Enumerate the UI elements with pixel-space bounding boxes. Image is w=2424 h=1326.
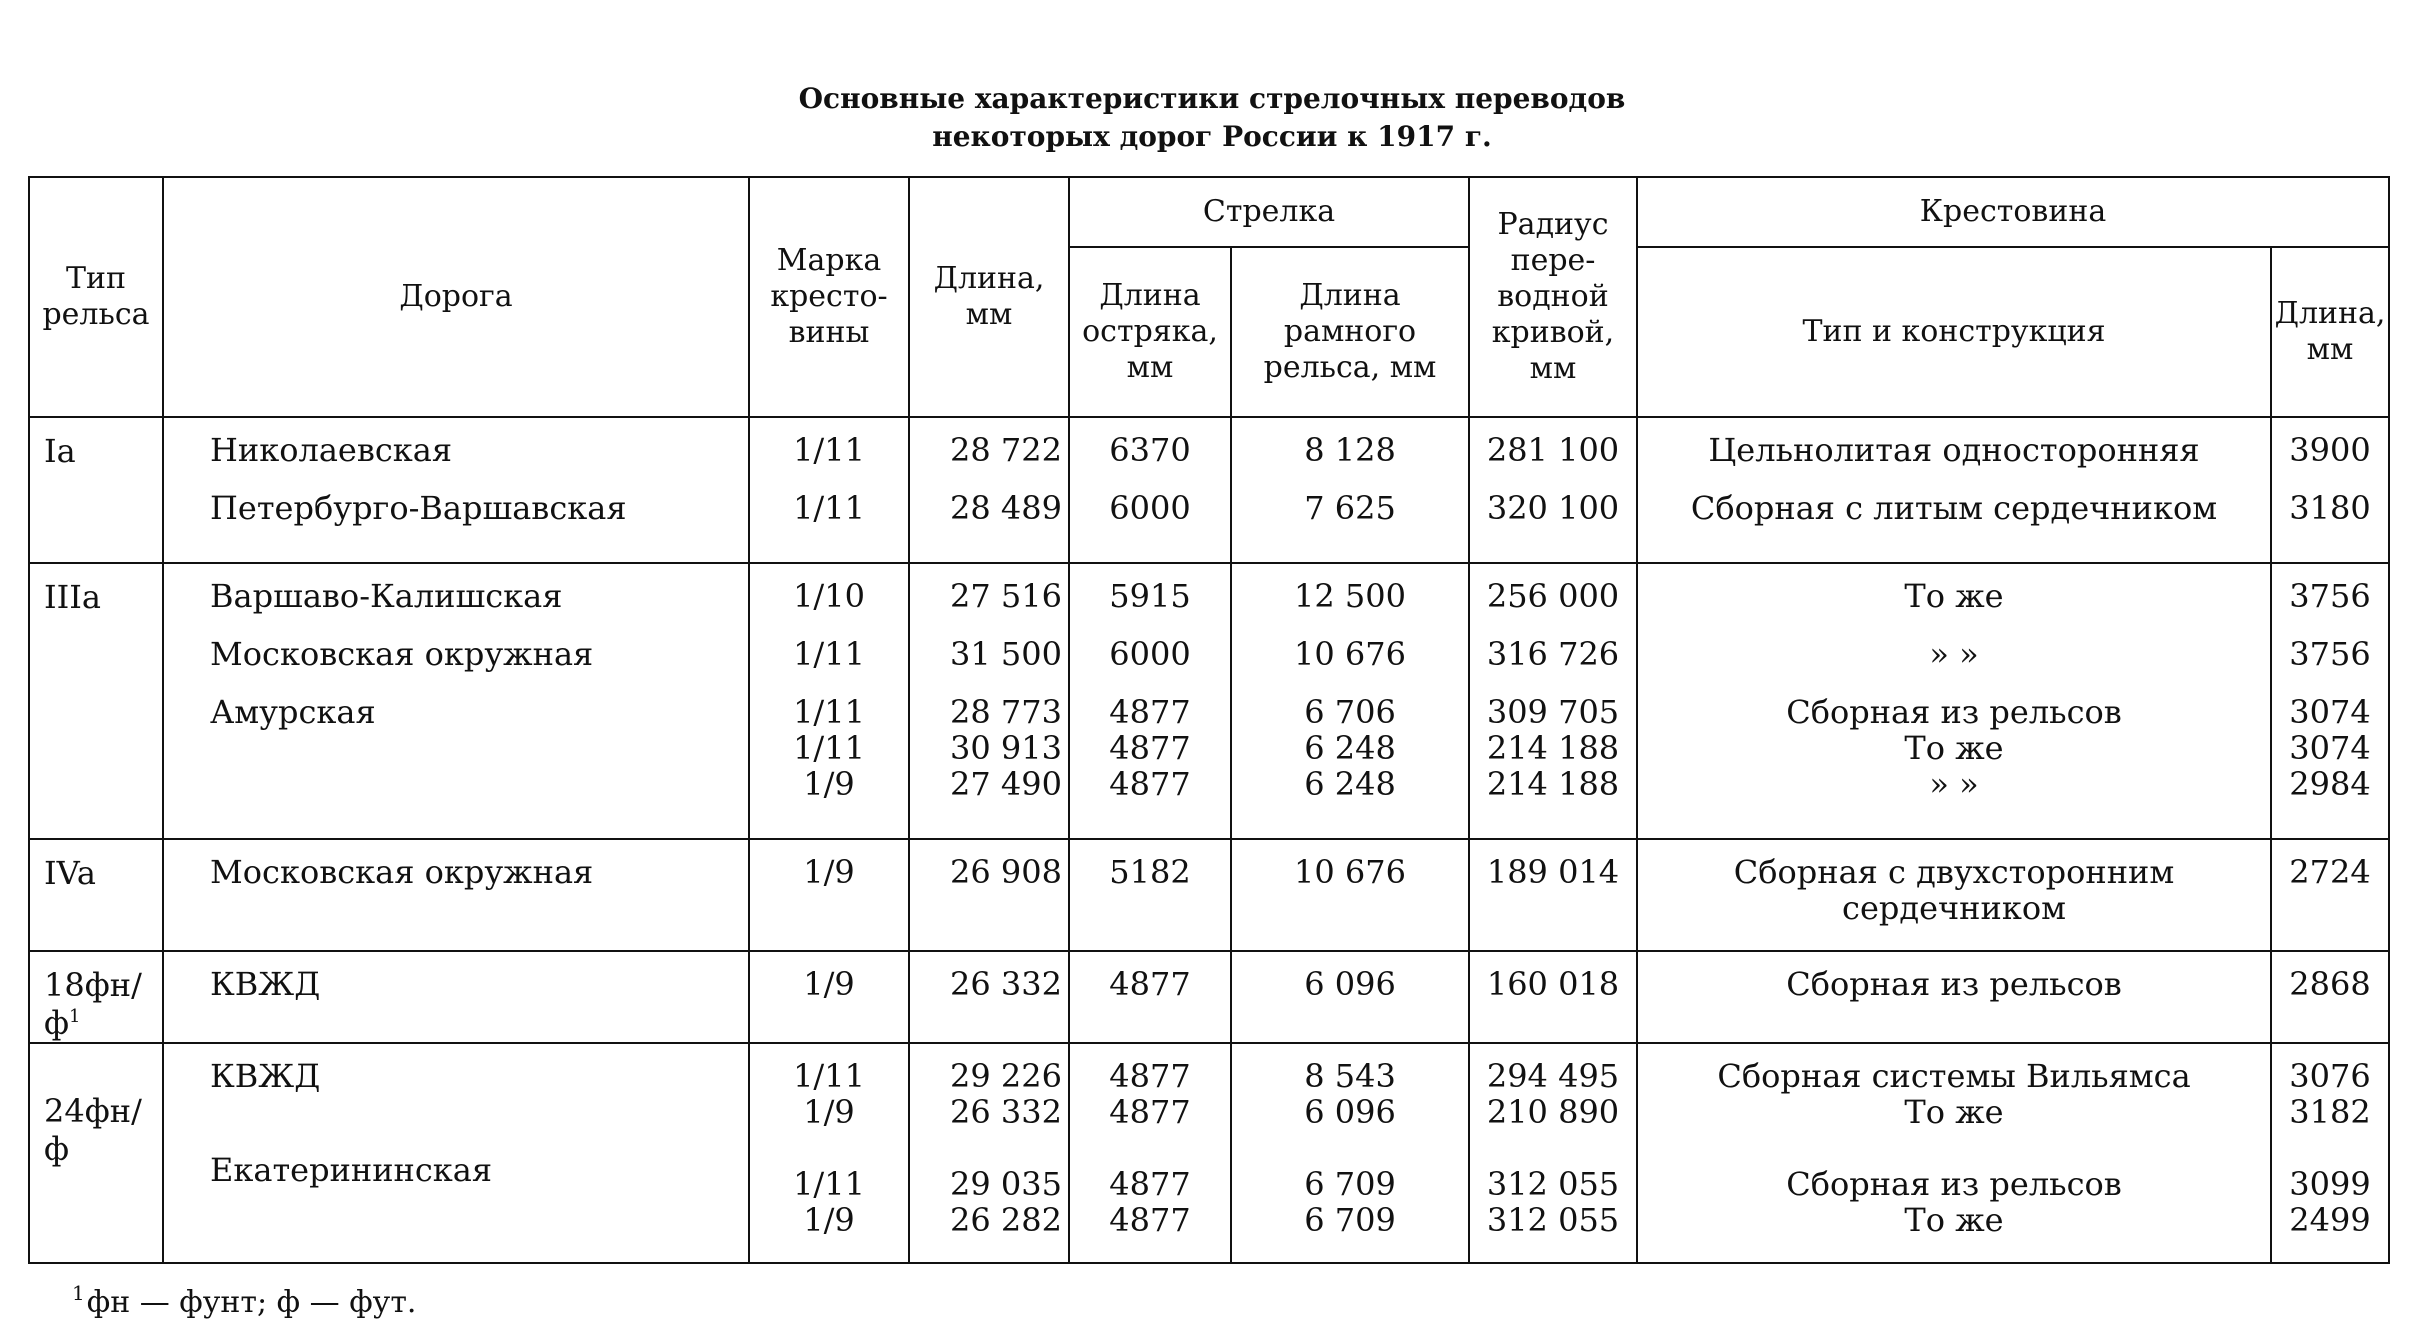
cell-length [909,417,1069,563]
frog-mark-value: 1/11 [793,1057,865,1095]
radius-value [1470,614,1636,636]
cell-frog-mark [749,1043,909,1263]
title-line-2: некоторых дорог России к 1917 г. [932,120,1492,153]
road-value: Петербурго-Варшавская [210,489,627,527]
footnote-text: фн — фунт; ф — фут. [86,1285,417,1320]
blade-length-value: 5182 [1109,853,1191,891]
rail-type-label: Ia [44,432,76,470]
cell-frog-length [2271,1043,2389,1263]
cell-frog-length [2271,839,2389,951]
frog-length-value [2272,1130,2388,1166]
frog-mark-value [750,672,908,694]
cell-frog-type [1637,1043,2271,1263]
frog-length-value: 3074 [2289,729,2371,767]
radius-value: 281 100 [1486,431,1620,469]
header-blade-length: Длина остряка, мм [1069,247,1231,417]
header-length: Длина, мм [909,177,1069,417]
radius-value: 214 188 [1486,765,1620,803]
road-value: КВЖД [210,965,321,1003]
table-row [29,563,2389,839]
footnote-mark: 1 [72,1281,85,1305]
length-value: 29 226 [950,1057,1062,1095]
frog-length-value: 3756 [2289,577,2371,615]
road-value: Амурская [210,693,376,731]
header-switch-group: Стрелка [1069,177,1469,247]
cell-length [909,839,1069,951]
stock-rail-length-value [1232,1130,1468,1166]
stock-rail-length-value: 6 706 [1304,693,1396,731]
header-frog-mark: Марка кресто-вины [749,177,909,417]
blade-length-value: 4877 [1109,965,1191,1003]
cell-road [163,417,749,563]
cell-stock-rail-length [1231,417,1469,563]
length-value [910,614,1062,636]
frog-type-value: Сборная системы Вильямса [1717,1057,2191,1095]
switch-characteristics-table [28,176,2390,1264]
road-value [210,730,748,752]
frog-length-value [2272,890,2388,912]
frog-mark-value [750,890,908,912]
cell-frog-mark [749,417,909,563]
radius-value: 312 055 [1486,1201,1620,1239]
length-value: 27 516 [950,577,1062,615]
frog-mark-value [750,614,908,636]
cell-length [909,1043,1069,1263]
frog-mark-value: 1/9 [803,853,855,891]
frog-length-value [2272,672,2388,694]
stock-rail-length-value: 6 709 [1304,1201,1396,1239]
length-value: 31 500 [950,635,1062,673]
blade-length-value: 4877 [1109,1057,1191,1095]
radius-value: 309 705 [1486,693,1620,731]
cell-stock-rail-length [1231,839,1469,951]
frog-mark-value: 1/9 [803,1201,855,1239]
header-frog-length: Длина, мм [2271,247,2389,417]
cell-frog-mark [749,839,909,951]
frog-length-value: 3074 [2289,693,2371,731]
frog-mark-value: 1/10 [793,577,865,615]
frog-mark-value: 1/11 [793,729,865,767]
cell-rail-type [29,563,163,839]
length-value: 30 913 [950,729,1062,767]
radius-value: 160 018 [1486,965,1620,1003]
stock-rail-length-value: 6 709 [1304,1165,1396,1203]
road-value: КВЖД [210,1057,321,1095]
header-frog-type: Тип и конструкция [1637,247,2271,417]
road-value: Московская окружная [210,635,594,673]
cell-road [163,951,749,1043]
road-value: Николаевская [210,431,453,469]
blade-length-value [1070,468,1230,490]
cell-blade-length [1069,839,1231,951]
frog-length-value: 2984 [2289,765,2371,803]
blade-length-value [1070,890,1230,912]
cell-length [909,951,1069,1043]
rail-type-label: IVa [44,854,96,892]
frog-length-value: 3900 [2289,431,2371,469]
frog-type-value [1638,1130,2270,1166]
blade-length-value: 6000 [1109,489,1191,527]
blade-length-value: 4877 [1109,693,1191,731]
stock-rail-length-value [1232,614,1468,636]
radius-value: 210 890 [1486,1093,1620,1131]
cell-frog-length [2271,417,2389,563]
cell-frog-type [1637,839,2271,951]
cell-stock-rail-length [1231,563,1469,839]
frog-type-value: Цельнолитая односторонняя [1708,431,2200,469]
radius-value: 312 055 [1486,1165,1620,1203]
frog-type-value: » » [1929,635,1979,673]
cell-blade-length [1069,417,1231,563]
road-value: Екатерининская [210,1151,493,1189]
radius-value: 256 000 [1486,577,1620,615]
cell-radius [1469,563,1637,839]
blade-length-value: 6370 [1109,431,1191,469]
radius-value: 316 726 [1486,635,1620,673]
cell-frog-type [1637,417,2271,563]
frog-type-value: Сборная с двухсторонним [1733,853,2175,891]
frog-length-value: 3180 [2289,489,2371,527]
frog-mark-value: 1/9 [803,765,855,803]
stock-rail-length-value: 6 096 [1304,1093,1396,1131]
cell-frog-mark [749,951,909,1043]
frog-length-value: 3756 [2289,635,2371,673]
cell-rail-type [29,839,163,951]
header-rail-type: Тип рельса [29,177,163,417]
road-value [210,752,748,774]
cell-radius [1469,417,1637,563]
rail-type-label: 18фн/ф [44,966,142,1042]
blade-length-value: 4877 [1109,1093,1191,1131]
road-value [210,468,748,490]
cell-frog-length [2271,563,2389,839]
length-value: 26 332 [950,1093,1062,1131]
blade-length-value: 4877 [1109,1165,1191,1203]
frog-type-value [1638,614,2270,636]
table-row [29,839,2389,951]
blade-length-value: 4877 [1109,765,1191,803]
rail-type-label: 24фн/ф [44,1092,142,1168]
stock-rail-length-value: 10 676 [1294,635,1406,673]
length-value: 29 035 [950,1165,1062,1203]
length-value: 27 490 [950,765,1062,803]
road-value [210,1188,748,1210]
cell-rail-type [29,1043,163,1263]
cell-blade-length [1069,951,1231,1043]
frog-length-value [2272,468,2388,490]
footnote [72,1275,416,1321]
frog-type-value: » » [1929,765,1979,803]
frog-length-value: 2724 [2289,853,2371,891]
frog-mark-value [750,1130,908,1166]
frog-type-value: То же [1904,1201,2004,1239]
road-value [210,614,748,636]
table-row [29,1043,2389,1263]
title-line-1: Основные характеристики стрелочных переводов [798,82,1626,115]
length-value: 28 722 [950,431,1062,469]
stock-rail-length-value [1232,890,1468,912]
frog-length-value: 2868 [2289,965,2371,1003]
cell-frog-length [2271,951,2389,1043]
blade-length-value [1070,1130,1230,1166]
frog-mark-value: 1/11 [793,431,865,469]
cell-radius [1469,951,1637,1043]
length-value: 26 908 [950,853,1062,891]
stock-rail-length-value: 10 676 [1294,853,1406,891]
frog-type-value [1638,468,2270,490]
header-road: Дорога [163,177,749,417]
road-value: Варшаво-Калишская [210,577,563,615]
frog-type-value: Сборная из рельсов [1786,1165,2122,1203]
road-value [210,890,748,912]
frog-length-value: 2499 [2289,1201,2371,1239]
frog-length-value: 3076 [2289,1057,2371,1095]
table-row [29,417,2389,563]
stock-rail-length-value: 6 248 [1304,765,1396,803]
rail-type-label: IIIa [44,578,101,616]
radius-value: 214 188 [1486,729,1620,767]
cell-rail-type [29,951,163,1043]
cell-radius [1469,839,1637,951]
length-value [910,468,1062,490]
cell-blade-length [1069,563,1231,839]
table-row [29,951,2389,1043]
frog-mark-value: 1/11 [793,1165,865,1203]
radius-value [1470,468,1636,490]
road-value [210,1116,748,1152]
cell-stock-rail-length [1231,951,1469,1043]
length-value: 28 773 [950,693,1062,731]
cell-road [163,839,749,951]
frog-mark-value: 1/9 [803,1093,855,1131]
cell-blade-length [1069,1043,1231,1263]
cell-road [163,563,749,839]
frog-type-value: То же [1904,577,2004,615]
blade-length-value [1070,614,1230,636]
length-value: 28 489 [950,489,1062,527]
radius-value [1470,890,1636,912]
radius-value: 189 014 [1486,853,1620,891]
frog-type-value: То же [1904,1093,2004,1131]
header-stock-rail-length: Длина рамного рельса, мм [1231,247,1469,417]
cell-rail-type [29,417,163,563]
frog-type-value: То же [1904,729,2004,767]
radius-value: 320 100 [1486,489,1620,527]
cell-frog-mark [749,563,909,839]
frog-mark-value: 1/9 [803,965,855,1003]
cell-road [163,1043,749,1263]
frog-mark-value: 1/11 [793,489,865,527]
cell-frog-type [1637,563,2271,839]
road-value [210,672,748,694]
blade-length-value: 4877 [1109,1201,1191,1239]
header-radius: Радиус пере-водной кривой, мм [1469,177,1637,417]
cell-length [909,563,1069,839]
radius-value [1470,672,1636,694]
stock-rail-length-value [1232,468,1468,490]
frog-type-value: Сборная из рельсов [1786,693,2122,731]
frog-type-value: сердечником [1842,889,2066,927]
stock-rail-length-value: 6 096 [1304,965,1396,1003]
stock-rail-length-value: 7 625 [1304,489,1396,527]
blade-length-value: 4877 [1109,729,1191,767]
header-frog-group: Крестовина [1637,177,2389,247]
cell-radius [1469,1043,1637,1263]
frog-mark-value: 1/11 [793,635,865,673]
stock-rail-length-value: 8 128 [1304,431,1396,469]
length-value [910,1130,1062,1166]
stock-rail-length-value: 6 248 [1304,729,1396,767]
frog-length-value: 3099 [2289,1165,2371,1203]
radius-value [1470,1130,1636,1166]
table-title [0,80,2424,156]
frog-type-value [1638,672,2270,694]
stock-rail-length-value [1232,672,1468,694]
frog-length-value [2272,614,2388,636]
blade-length-value [1070,672,1230,694]
blade-length-value: 6000 [1109,635,1191,673]
blade-length-value: 5915 [1109,577,1191,615]
stock-rail-length-value: 8 543 [1304,1057,1396,1095]
frog-type-value: Сборная с литым сердечником [1690,489,2218,527]
length-value: 26 282 [950,1201,1062,1239]
frog-mark-value: 1/11 [793,693,865,731]
frog-type-value: Сборная из рельсов [1786,965,2122,1003]
footnote-ref: 1 [69,1006,81,1027]
cell-frog-type [1637,951,2271,1043]
length-value [910,890,1062,912]
cell-stock-rail-length [1231,1043,1469,1263]
frog-mark-value [750,468,908,490]
radius-value: 294 495 [1486,1057,1620,1095]
road-value [210,1094,748,1116]
frog-length-value: 3182 [2289,1093,2371,1131]
length-value [910,672,1062,694]
stock-rail-length-value: 12 500 [1294,577,1406,615]
road-value: Московская окружная [210,853,594,891]
length-value: 26 332 [950,965,1062,1003]
